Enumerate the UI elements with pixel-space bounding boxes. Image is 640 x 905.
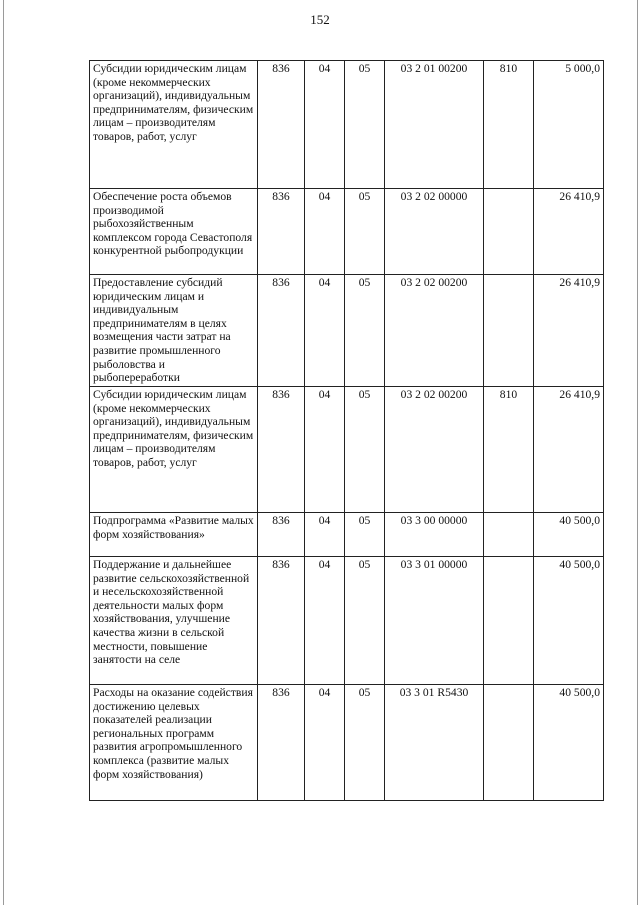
amount-value: 5 000,0: [534, 61, 604, 189]
table-row: [90, 513, 604, 557]
ministry-code: 836: [258, 275, 305, 387]
ministry-code: 836: [258, 557, 305, 685]
target-article-code: 03 2 01 00200: [385, 61, 484, 189]
amount-value: 26 410,9: [534, 275, 604, 387]
table-row: [90, 275, 604, 387]
expense-name: Субсидии юридическим лицам (кроме некоммерческих организаций), индивидуальным предпринимателям, физическим лицам – производителям товаров, работ, услуг: [90, 61, 258, 189]
section-code: 04: [305, 61, 345, 189]
expense-type-code: 810: [484, 61, 534, 189]
subsection-code: 05: [345, 513, 385, 557]
section-code: 04: [305, 513, 345, 557]
table-row: [90, 387, 604, 513]
expense-type-code: 810: [484, 387, 534, 513]
ministry-code: 836: [258, 387, 305, 513]
expense-type-code: [484, 557, 534, 685]
scan-edge-left: [3, 0, 4, 905]
ministry-code: 836: [258, 189, 305, 275]
expense-name: Субсидии юридическим лицам (кроме некоммерческих организаций), индивидуальным предпринимателям, физическим лицам – производителям товаров, работ, услуг: [90, 387, 258, 513]
subsection-code: 05: [345, 61, 385, 189]
expense-name: Предоставление субсидий юридическим лицам и индивидуальным предпринимателям в целях возмещения части затрат на развитие промышленного рыболовства и рыбопереработки: [90, 275, 258, 387]
target-article-code: 03 3 00 00000: [385, 513, 484, 557]
ministry-code: 836: [258, 61, 305, 189]
amount-value: 26 410,9: [534, 189, 604, 275]
page-number: 152: [310, 12, 330, 27]
amount-value: 40 500,0: [534, 685, 604, 801]
subsection-code: 05: [345, 275, 385, 387]
subsection-code: 05: [345, 557, 385, 685]
expense-type-code: [484, 275, 534, 387]
target-article-code: 03 2 02 00200: [385, 387, 484, 513]
amount-value: 40 500,0: [534, 557, 604, 685]
expense-name: Расходы на оказание содействия достижению целевых показателей реализации региональных программ развития агропромышленного комплекса (развитие малых форм хозяйствования): [90, 685, 258, 801]
amount-value: 26 410,9: [534, 387, 604, 513]
expense-type-code: [484, 189, 534, 275]
scan-edge-right: [637, 0, 638, 905]
table-row: [90, 557, 604, 685]
section-code: 04: [305, 387, 345, 513]
ministry-code: 836: [258, 685, 305, 801]
expense-name: Поддержание и дальнейшее развитие сельскохозяйственной и несельскохозяйственной деятельности малых форм хозяйствования, улучшение качества жизни в сельской местности, повышение занятости на селе: [90, 557, 258, 685]
table-row: [90, 61, 604, 189]
section-code: 04: [305, 275, 345, 387]
expense-type-code: [484, 685, 534, 801]
amount-value: 40 500,0: [534, 513, 604, 557]
table-row: [90, 189, 604, 275]
section-code: 04: [305, 685, 345, 801]
budget-table: [89, 60, 604, 801]
subsection-code: 05: [345, 387, 385, 513]
subsection-code: 05: [345, 685, 385, 801]
target-article-code: 03 3 01 R5430: [385, 685, 484, 801]
expense-type-code: [484, 513, 534, 557]
subsection-code: 05: [345, 189, 385, 275]
target-article-code: 03 2 02 00200: [385, 275, 484, 387]
table-row: [90, 685, 604, 801]
section-code: 04: [305, 557, 345, 685]
target-article-code: 03 2 02 00000: [385, 189, 484, 275]
section-code: 04: [305, 189, 345, 275]
target-article-code: 03 3 01 00000: [385, 557, 484, 685]
ministry-code: 836: [258, 513, 305, 557]
expense-name: Подпрограмма «Развитие малых форм хозяйствования»: [90, 513, 258, 557]
expense-name: Обеспечение роста объемов производимой рыбохозяйственным комплексом города Севастополя конкурентной рыбопродукции: [90, 189, 258, 275]
